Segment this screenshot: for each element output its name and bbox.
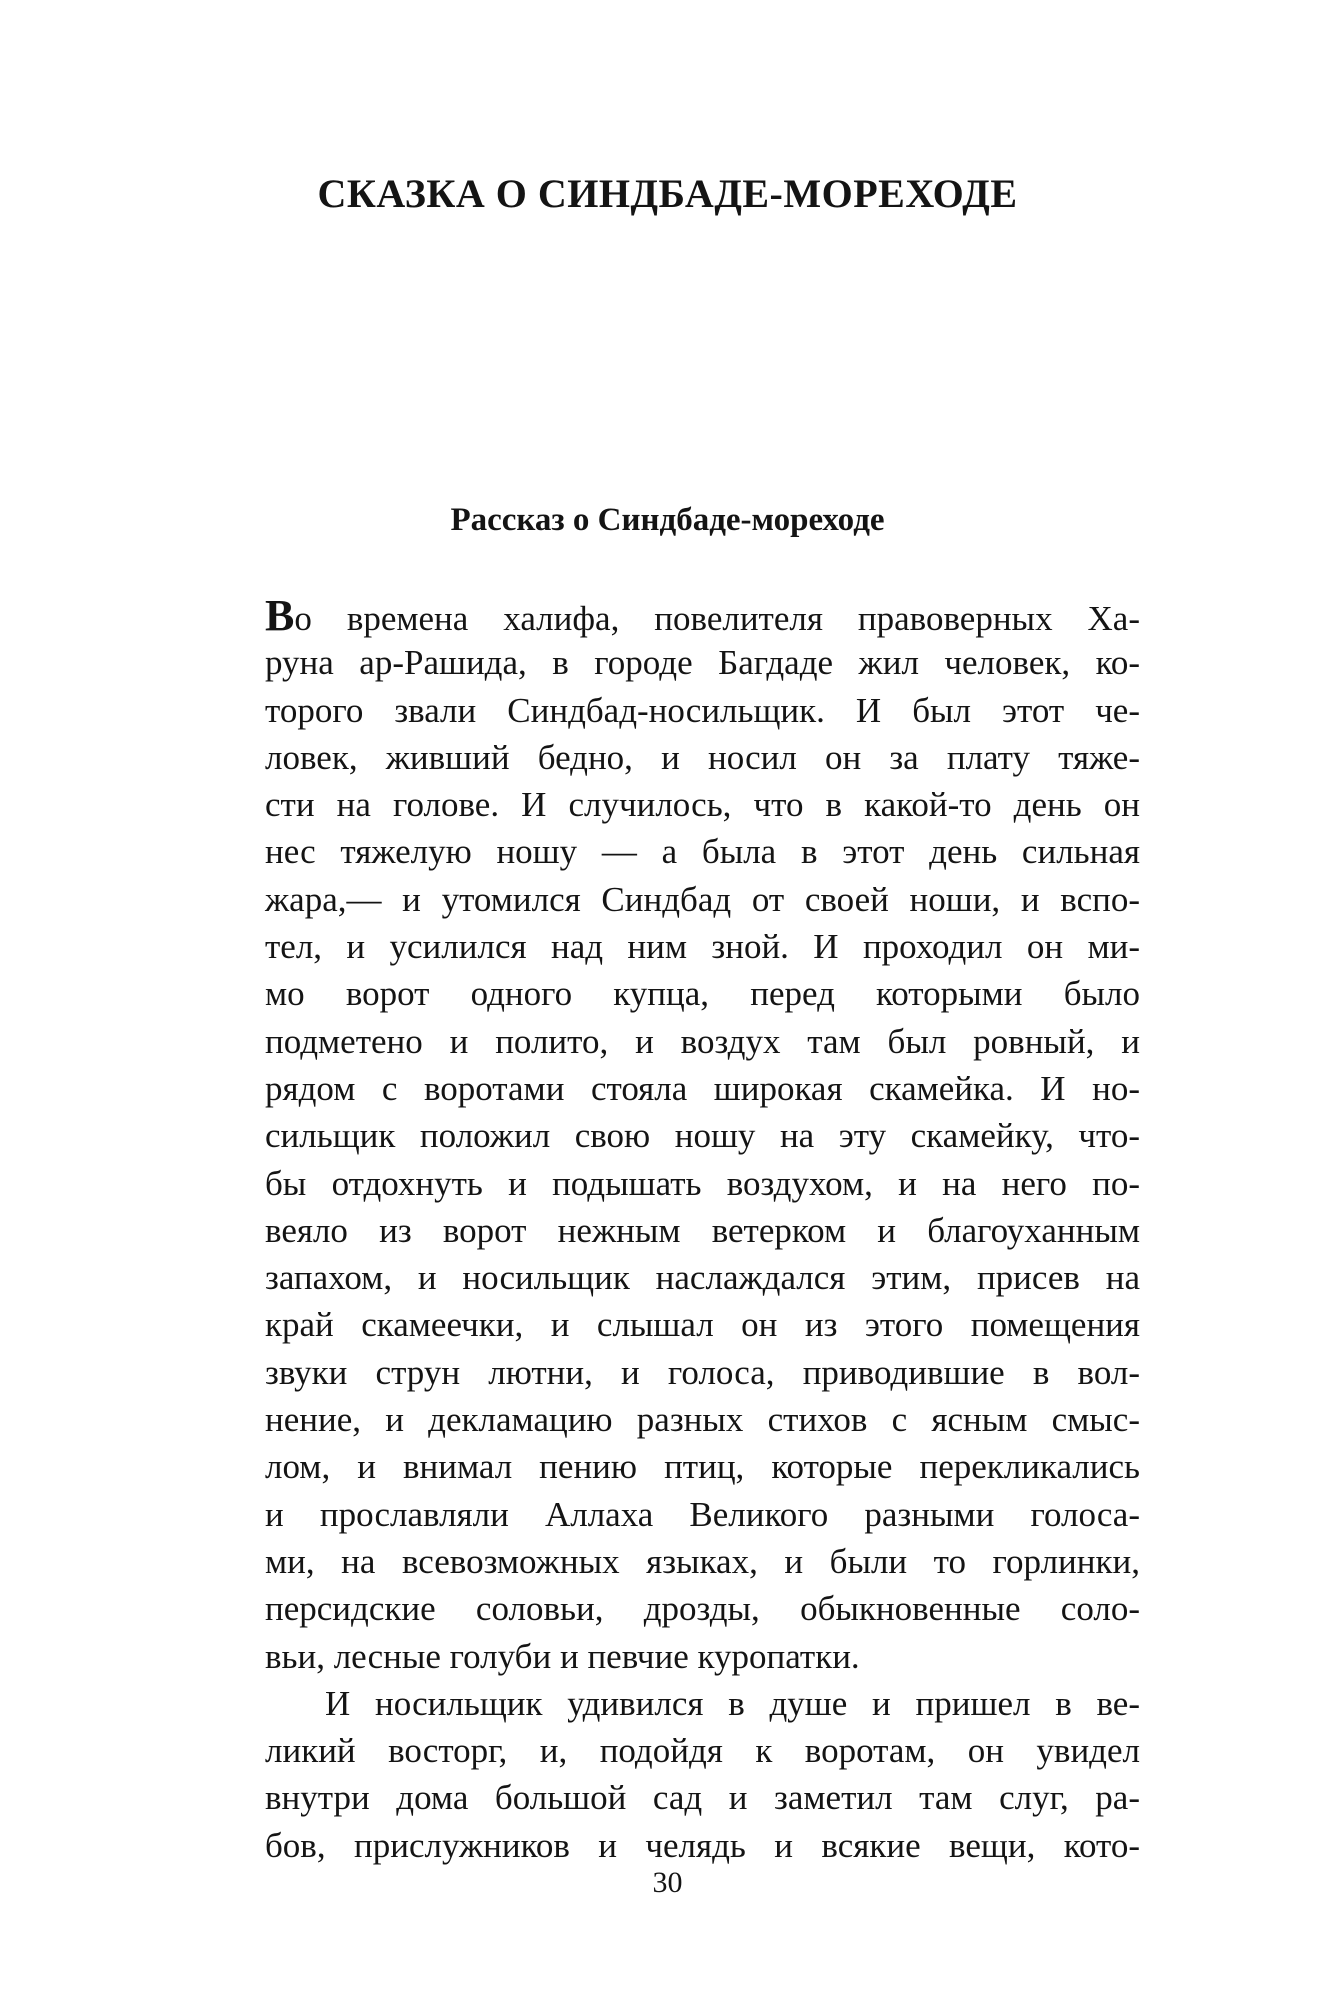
text-line: бов, прислужников и челядь и всякие вещи, кото- (265, 1825, 1140, 1865)
text-line (265, 592, 1140, 639)
text-line: торого звали Синдбад-носильщик. И был этот че- (265, 690, 1140, 730)
text-line: бы отдохнуть и подышать воздухом, и на него по- (265, 1163, 1140, 1203)
drop-cap: В (265, 591, 295, 640)
text-line: нес тяжелую ношу — а была в этот день сильная (265, 832, 1140, 872)
text-line: звуки струн лютни, и голоса, приводившие в вол- (265, 1352, 1140, 1392)
text-line: внутри дома большой сад и заметил там слуг, ра- (265, 1778, 1140, 1818)
text-line: веяло из ворот нежным ветерком и благоуханным (265, 1210, 1140, 1250)
text-line: и прославляли Аллаха Великого разными голоса- (265, 1494, 1140, 1534)
text-line: тел, и усилился над ним зной. И проходил он ми- (265, 927, 1140, 967)
text-line: сти на голове. И случилось, что в какой-то день он (265, 785, 1140, 825)
text-line: нение, и декламацию разных стихов с ясным смыс- (265, 1400, 1140, 1440)
book-title: СКАЗКА О СИНДБАДЕ-МОРЕХОДЕ (317, 171, 1018, 216)
chapter-title: Рассказ о Синдбаде-мореходе (450, 502, 885, 538)
text-line: ликий восторг, и, подойдя к воротам, он увидел (265, 1731, 1140, 1771)
text-line: жара,— и утомился Синдбад от своей ноши, и вспо- (265, 879, 1140, 919)
text-line: персидские соловьи, дрозды, обыкновенные соло- (265, 1589, 1140, 1629)
text-line: мо ворот одного купца, перед которыми было (265, 974, 1140, 1014)
text-line: рядом с воротами стояла широкая скамейка. И но- (265, 1068, 1140, 1108)
text-line: И носильщик удивился в душе и пришел в ве- (325, 1683, 1140, 1723)
page-number: 30 (652, 1866, 683, 1899)
text-line-content: о времена халифа, повелителя правоверных Ха- (294, 599, 1140, 638)
text-line: руна ар-Рашида, в городе Багдаде жил человек, ко- (265, 643, 1140, 683)
text-line: ми, на всевозможных языках, и были то горлинки, (265, 1541, 1140, 1581)
text-line: запахом, и носильщик наслаждался этим, присев на (265, 1258, 1140, 1298)
text-line: лом, и внимал пению птиц, которые перекликались (265, 1447, 1140, 1487)
text-line: край скамеечки, и слышал он из этого помещения (265, 1305, 1140, 1345)
text-line: подметено и полито, и воздух там был ровный, и (265, 1021, 1140, 1061)
text-line: ловек, живший бедно, и носил он за плату тяже- (265, 737, 1140, 777)
body-text (265, 592, 1140, 1869)
text-line: сильщик положил свою ношу на эту скамейку, что- (265, 1116, 1140, 1156)
text-line: вьи, лесные голуби и певчие куропатки. (265, 1636, 860, 1676)
